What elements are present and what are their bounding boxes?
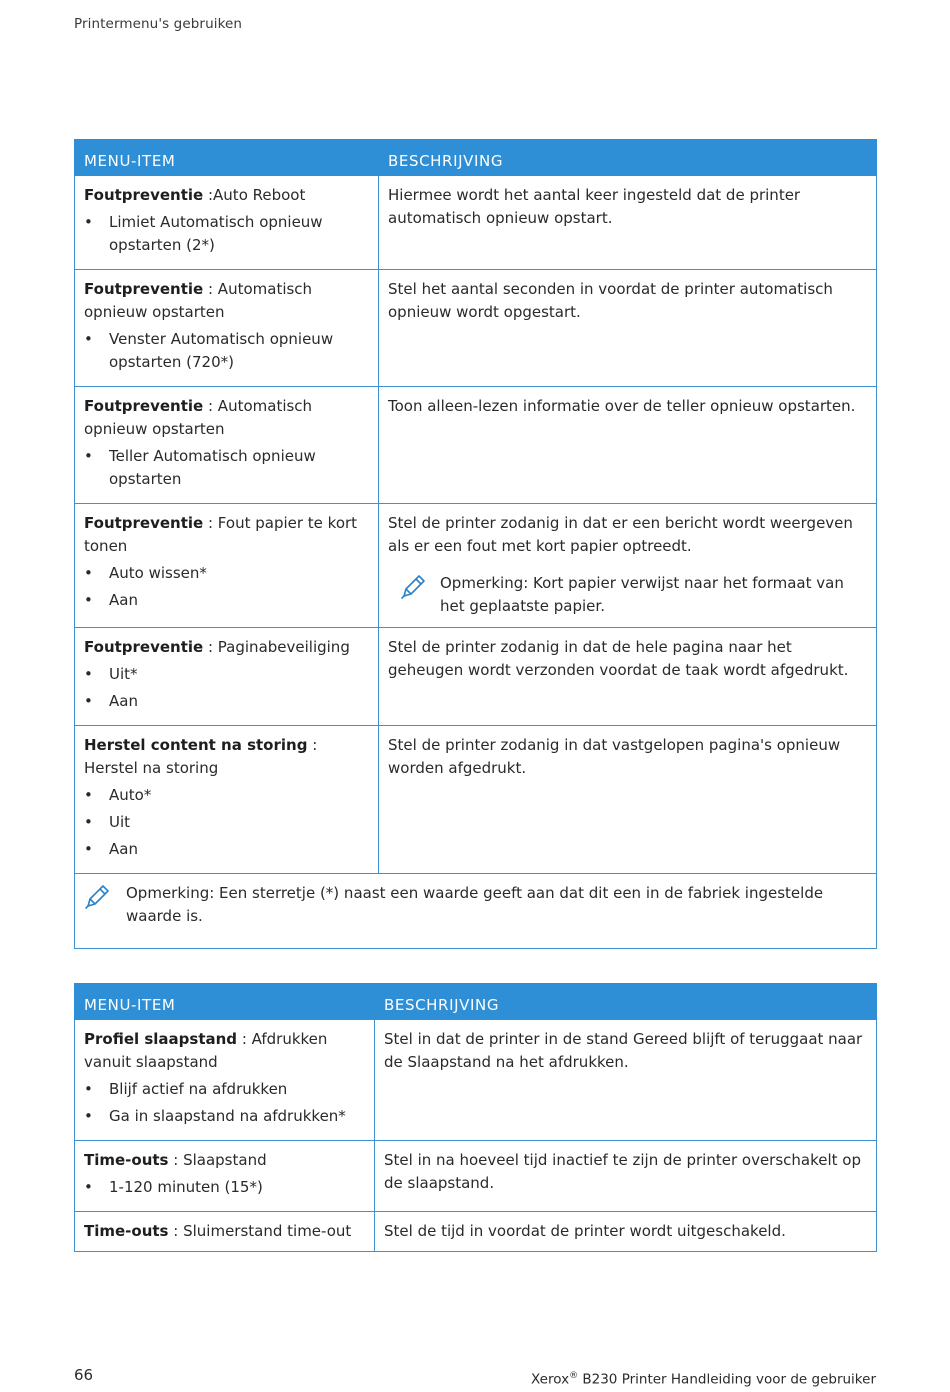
column-header-menu-item: MENU-ITEM xyxy=(75,984,375,1020)
option-list xyxy=(84,328,369,374)
menu-item-path: : Paginabeveiliging xyxy=(203,638,350,656)
description-text: Stel in dat de printer in de stand Gereed blijft of teruggaat naar de Slaapstand na het afdrukken. xyxy=(384,1030,863,1071)
description-cell xyxy=(379,176,877,270)
menu-item-title xyxy=(84,395,369,441)
menu-item-name: Foutpreventie xyxy=(84,186,204,204)
menu-item-cell xyxy=(75,628,379,726)
table-header-row xyxy=(75,140,877,176)
table-row xyxy=(75,504,877,628)
description-cell xyxy=(379,504,877,628)
table-row xyxy=(75,1141,877,1212)
menu-item-path: : Fout papier te kort tonen xyxy=(84,514,358,555)
menu-item-path: : Automatisch opnieuw opstarten xyxy=(84,397,313,438)
note-text: Opmerking: Kort papier verwijst naar het formaat van het geplaatste papier. xyxy=(440,574,844,615)
option-item: • Aan xyxy=(84,838,369,861)
option-item: • Limiet Automatisch opnieuw opstarten (2*) xyxy=(84,211,369,257)
pen-icon xyxy=(400,572,440,618)
menu-item-cell xyxy=(75,270,379,387)
table-row xyxy=(75,628,877,726)
menu-item-cell xyxy=(75,726,379,874)
table-row xyxy=(75,1020,877,1141)
description-text: Stel de printer zodanig in dat vastgelopen pagina's opnieuw worden afgedrukt. xyxy=(388,736,841,777)
option-item: • Uit xyxy=(84,811,369,834)
table-row xyxy=(75,387,877,504)
option-list xyxy=(84,562,369,612)
description-text: Stel de printer zodanig in dat er een bericht wordt weergeven als er een fout met kort papier optreedt. xyxy=(388,514,853,555)
option-item: • Aan xyxy=(84,690,369,713)
menu-item-path: : Afdrukken vanuit slaapstand xyxy=(84,1030,328,1071)
menu-item-name: Foutpreventie xyxy=(84,514,204,532)
menu-item-name: Foutpreventie xyxy=(84,638,204,656)
table-row xyxy=(75,270,877,387)
description-text: Hiermee wordt het aantal keer ingesteld dat de printer automatisch opnieuw opstart. xyxy=(388,186,801,227)
menu-item-path: : Herstel na storing xyxy=(84,736,318,777)
menu-item-title xyxy=(84,1028,365,1074)
description-cell xyxy=(379,387,877,504)
option-item: • Auto wissen* xyxy=(84,562,369,585)
menu-item-name: Foutpreventie xyxy=(84,397,204,415)
table-row xyxy=(75,1212,877,1252)
menu-item-name: Time-outs xyxy=(84,1222,169,1240)
description-text: Toon alleen-lezen informatie over de teller opnieuw opstarten. xyxy=(388,397,856,415)
column-header-description: BESCHRIJVING xyxy=(375,984,877,1020)
page-number: 66 xyxy=(74,1366,94,1384)
option-list xyxy=(84,1176,365,1199)
pen-icon xyxy=(84,882,126,928)
option-item: • Aan xyxy=(84,589,369,612)
menu-table-error-prevention xyxy=(74,139,877,949)
menu-item-path: : Slaapstand xyxy=(168,1151,267,1169)
menu-item-name: Profiel slaapstand xyxy=(84,1030,238,1048)
description-text: Stel de printer zodanig in dat de hele pagina naar het geheugen wordt verzonden voordat de taak wordt afgedrukt. xyxy=(388,638,849,679)
description-cell xyxy=(379,270,877,387)
menu-item-title xyxy=(84,184,369,207)
option-item: • Venster Automatisch opnieuw opstarten (720*) xyxy=(84,328,369,374)
menu-item-name: Time-outs xyxy=(84,1151,169,1169)
registered-mark: ® xyxy=(569,1371,579,1381)
running-head: Printermenu's gebruiken xyxy=(74,16,243,32)
footnote-text: Opmerking: Een sterretje (*) naast een waarde geeft aan dat dit een in de fabriek ingestelde waarde is. xyxy=(126,884,824,925)
footnote-cell xyxy=(75,874,877,949)
menu-item-cell xyxy=(75,1141,375,1212)
menu-item-cell xyxy=(75,176,379,270)
description-cell xyxy=(379,628,877,726)
table-row xyxy=(75,726,877,874)
footnote xyxy=(84,882,867,928)
menu-item-cell xyxy=(75,387,379,504)
menu-item-cell xyxy=(75,1020,375,1141)
brand-name: Xerox xyxy=(531,1371,570,1388)
menu-table-power-management xyxy=(74,983,877,1252)
menu-item-cell xyxy=(75,1212,375,1252)
option-item: • Ga in slaapstand na afdrukken* xyxy=(84,1105,365,1128)
column-header-menu-item: MENU-ITEM xyxy=(75,140,379,176)
option-item: • Blijf actief na afdrukken xyxy=(84,1078,365,1101)
menu-item-title xyxy=(84,1149,365,1172)
option-list xyxy=(84,211,369,257)
description-cell xyxy=(375,1212,877,1252)
menu-item-path: : Sluimerstand time-out xyxy=(168,1222,352,1240)
description-text: Stel het aantal seconden in voordat de printer automatisch opnieuw wordt opgestart. xyxy=(388,280,833,321)
description-cell xyxy=(375,1141,877,1212)
option-list xyxy=(84,445,369,491)
footnote-row xyxy=(75,874,877,949)
menu-item-path: :Auto Reboot xyxy=(203,186,306,204)
menu-item-title xyxy=(84,512,369,558)
menu-item-title xyxy=(84,278,369,324)
table-header-row xyxy=(75,984,877,1020)
menu-item-path: : Automatisch opnieuw opstarten xyxy=(84,280,313,321)
menu-item-name: Foutpreventie xyxy=(84,280,204,298)
menu-item-title xyxy=(84,636,369,659)
document-title: B230 Printer Handleiding voor de gebruiker xyxy=(578,1371,876,1388)
option-list xyxy=(84,1078,365,1128)
menu-item-title xyxy=(84,1220,365,1243)
description-cell xyxy=(379,726,877,874)
description-cell xyxy=(375,1020,877,1141)
column-header-description: BESCHRIJVING xyxy=(379,140,877,176)
footer-doc-title xyxy=(531,1365,876,1392)
menu-item-name: Herstel content na storing xyxy=(84,736,308,754)
option-item: • Auto* xyxy=(84,784,369,807)
note xyxy=(388,572,867,618)
option-item: • Uit* xyxy=(84,663,369,686)
menu-item-title xyxy=(84,734,369,780)
description-text: Stel in na hoeveel tijd inactief te zijn de printer overschakelt op de slaapstand. xyxy=(384,1151,861,1192)
option-item: • 1-120 minuten (15*) xyxy=(84,1176,365,1199)
table-row xyxy=(75,176,877,270)
option-item: • Teller Automatisch opnieuw opstarten xyxy=(84,445,369,491)
option-list xyxy=(84,663,369,713)
menu-item-cell xyxy=(75,504,379,628)
option-list xyxy=(84,784,369,861)
description-text: Stel de tijd in voordat de printer wordt uitgeschakeld. xyxy=(384,1222,786,1240)
